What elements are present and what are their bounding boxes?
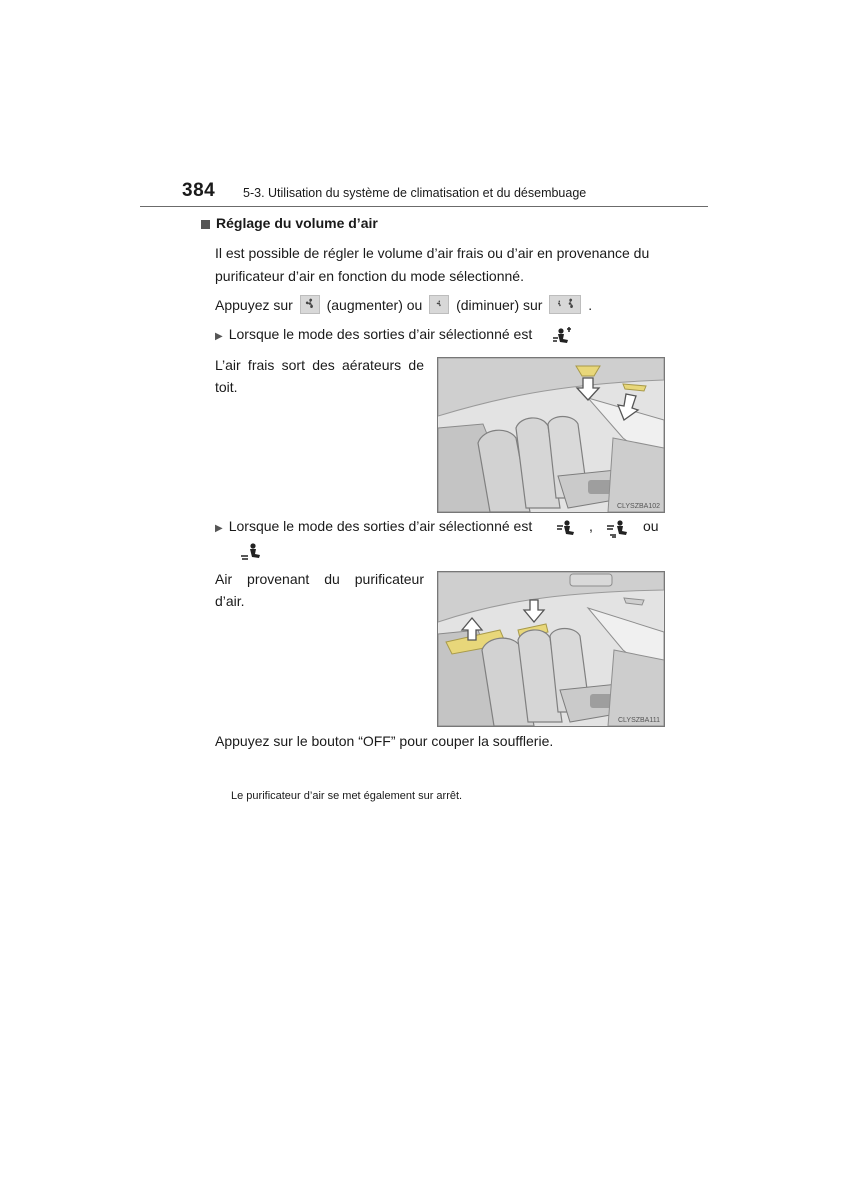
item2-bullet-line [215,518,532,534]
note-text: Le purificateur d’air se met également sur arrêt. [231,790,463,802]
air-outlet-bilevel-mode-icon [604,519,634,539]
increase-label: (augmenter) ou [326,297,423,314]
item1-description [215,354,424,398]
period: . [588,297,593,314]
triangle-bullet-icon: ▶ [215,331,223,342]
item2-desc-line-2: d’air. [215,593,245,609]
intro-paragraph [215,242,675,287]
item1-desc-line-2: toit. [215,379,238,395]
fan-low-icon [429,295,449,314]
section-title: Réglage du volume d’air [216,215,378,231]
figure-code: CLYSZBA102 [616,503,660,510]
item1-bullet-text: Lorsque le mode des sorties d’air sélectionné est [228,326,533,342]
header-rule [140,206,708,207]
fan-high-icon [300,295,320,314]
intro-line-2: purificateur d’air en fonction du mode sélectionné. [215,267,524,284]
press-prefix: Appuyez sur [215,297,293,314]
page-number: 384 [182,180,216,201]
item1-desc-line-1: L’air frais sort des aérateurs de [215,357,424,373]
decrease-label: (diminuer) sur [456,297,543,314]
figure-air-purifier [437,571,665,727]
item2-bullet-text: Lorsque le mode des sorties d’air sélectionné est [228,518,533,534]
triangle-bullet-icon: ▶ [215,523,223,534]
press-instruction [215,297,592,316]
figure-code: CLYSZBA111 [617,717,660,724]
square-marker-icon [201,220,210,229]
figure-roof-vents [437,357,665,513]
air-outlet-face-mode-icon [555,519,583,539]
running-head: 5-3. Utilisation du système de climatisation et du désembuage [243,186,587,200]
car-interior-illustration [438,358,664,512]
item2-description [215,568,424,612]
air-outlet-feet-mode-icon [237,542,267,562]
intro-line-1: Il est possible de régler le volume d’air frais ou d’air en provenance du [215,245,650,261]
car-interior-illustration [438,572,664,726]
comma: , [589,518,593,534]
or-text: ou [643,518,659,534]
item1-bullet-line [215,326,532,342]
air-outlet-roof-mode-icon [549,327,579,347]
item2-desc-line-1: Air provenant du purificateur [215,571,424,587]
fan-switch-icon [549,295,581,314]
off-instruction: Appuyez sur le bouton “OFF” pour couper la soufflerie. [215,733,554,749]
